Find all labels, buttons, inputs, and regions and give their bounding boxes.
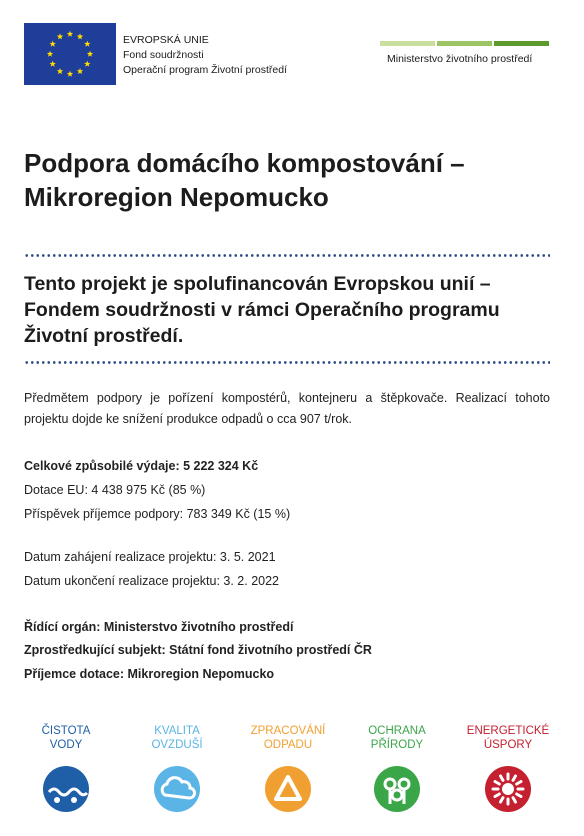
eu-line-3: Operační program Životní prostředí: [123, 64, 287, 76]
start-date: Datum zahájení realizace projektu: 3. 5. 2021: [24, 550, 276, 564]
eu-grant: Dotace EU: 4 438 975 Kč (85 %): [24, 483, 206, 497]
category-nature: [349, 724, 445, 812]
eu-line-1: EVROPSKÁ UNIE: [123, 34, 209, 46]
bar-light: [380, 41, 435, 46]
eu-logo-text: [123, 33, 287, 78]
bar-dark: [494, 41, 549, 46]
category-label-1: OCHRANA: [368, 725, 426, 737]
category-waste: [240, 724, 336, 812]
sun-ray: [517, 794, 521, 797]
end-date: Datum ukončení realizace projektu: 3. 2. 2022: [24, 574, 280, 588]
eu-star-icon: [47, 51, 53, 57]
eu-line-2: Fond soudržnosti: [123, 49, 204, 61]
cloud-icon: [154, 766, 200, 812]
water-icon: [43, 766, 89, 812]
category-label-2: ÚSPORY: [483, 739, 533, 751]
recycle-icon: [265, 766, 311, 812]
eu-stars-icon: [24, 23, 116, 85]
eu-star-icon: [67, 31, 73, 37]
sun-ray: [495, 782, 499, 785]
eu-star-icon: [49, 61, 55, 67]
bar-mid: [437, 41, 492, 46]
category-label-2: PŘÍRODY: [370, 739, 424, 751]
sun-ray: [501, 776, 504, 780]
eu-star-icon: [49, 41, 55, 47]
ministry-logo-bar: [380, 41, 549, 46]
ministry-name: Ministerstvo životního prostředí: [387, 53, 533, 65]
nature-icon: [374, 766, 420, 812]
intermediate-body: Zprostředkující subjekt: Státní fond životního prostředí ČR: [24, 643, 372, 657]
eu-star-icon: [84, 41, 90, 47]
category-label-2: VODY: [49, 739, 83, 751]
title-line-1: Podpora domácího kompostování –: [24, 148, 465, 178]
title-line-2: Mikroregion Nepomucko: [24, 182, 329, 212]
eu-star-icon: [67, 71, 73, 77]
dotted-divider: [24, 361, 550, 364]
category-label-2: ODPADU: [263, 739, 313, 751]
sun-ray: [495, 794, 499, 797]
eu-star-icon: [77, 33, 83, 39]
category-energy: [460, 724, 556, 812]
category-label-1: ZPRACOVÁNÍ: [250, 725, 326, 737]
eu-star-icon: [57, 68, 63, 74]
category-label-1: ČISTOTA: [41, 725, 91, 737]
category-air: [129, 724, 225, 812]
dotted-divider: [24, 254, 550, 257]
project-description: Předmětem podpory je pořízení kompostérů, kontejneru a štěpkovače. Realizací tohoto projektu dojde ke snížení produkce odpadů o cca 907 t/rok.: [24, 391, 550, 426]
eu-flag-logo: [24, 23, 116, 85]
eu-star-icon: [87, 51, 93, 57]
page-title: [24, 146, 564, 214]
eu-star-icon: [57, 33, 63, 39]
category-label-2: OVZDUŠÍ: [151, 739, 203, 751]
category-label-1: KVALITA: [154, 725, 200, 737]
grant-recipient: Příjemce dotace: Mikroregion Nepomucko: [24, 667, 275, 681]
sun-ray: [513, 798, 516, 802]
sun-ray: [517, 782, 521, 785]
cofinancing-statement: Tento projekt je spolufinancován Evropskou unií – Fondem soudržnosti v rámci Operačního programu Životní prostředí.: [24, 273, 500, 347]
category-label-1: ENERGETICKÉ: [466, 725, 550, 737]
sun-ray: [501, 798, 504, 802]
eu-star-icon: [84, 61, 90, 67]
recipient-contribution: Příspěvek příjemce podpory: 783 349 Kč (15 %): [24, 507, 291, 521]
sun-icon: [485, 766, 531, 812]
managing-authority: Řídící orgán: Ministerstvo životního prostředí: [24, 620, 294, 634]
eu-star-icon: [77, 68, 83, 74]
category-water: [18, 724, 114, 812]
sun-ray: [513, 776, 516, 780]
total-costs: Celkové způsobilé výdaje: 5 222 324 Kč: [24, 459, 259, 473]
